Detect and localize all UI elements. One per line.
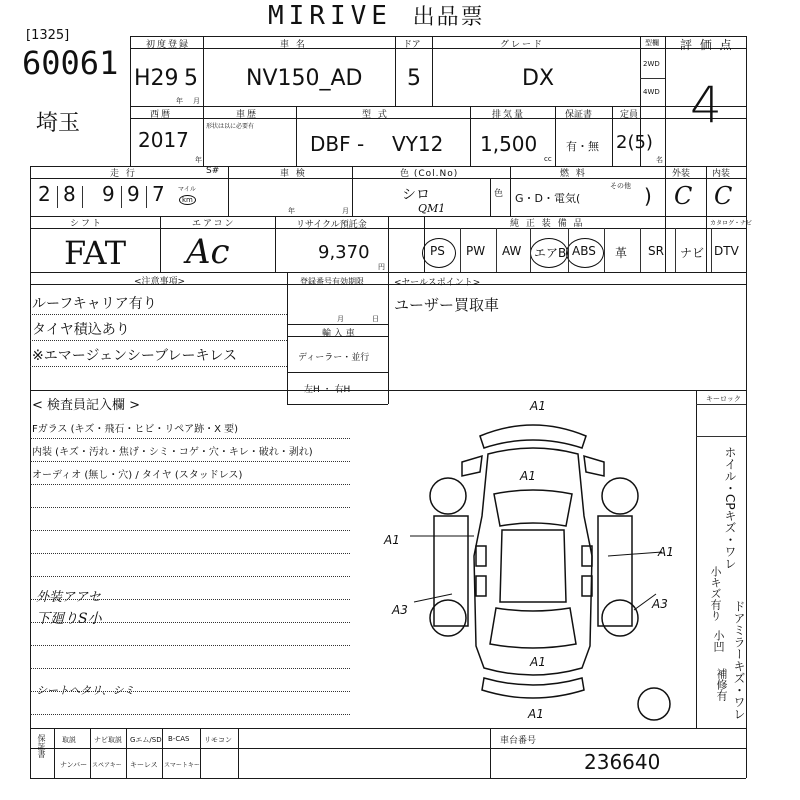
fuel-other: その他 — [610, 182, 631, 190]
car-left-side — [434, 516, 468, 626]
label-mileage: 走 行 — [110, 169, 137, 179]
option-aw: AW — [502, 244, 522, 258]
serial-number: 236640 — [584, 750, 661, 774]
label-seireki: 西暦 — [150, 110, 173, 120]
car-windshield — [494, 490, 572, 526]
brand-title — [268, 0, 485, 31]
mileage-digit: 9 — [102, 182, 115, 206]
shift-value: FAT — [64, 234, 127, 272]
option-ps: PS — [430, 244, 445, 258]
note-item: タイヤ積込あり — [32, 322, 130, 338]
bottom-item: リモコン — [204, 736, 232, 744]
inspector-handwriting: 下廻りS小 — [36, 611, 102, 627]
label-shaken-sub: 形状は以に必要有 — [206, 123, 255, 130]
car-rear-window — [490, 608, 576, 648]
mileage-digit: 9 — [127, 182, 140, 206]
bottom-item: Gエム/SD — [130, 736, 162, 744]
reg-year: H29 — [134, 66, 179, 91]
label-reg-number: 登録番号有効期限 — [300, 277, 364, 286]
label-bottom-col: 保証書 — [37, 734, 46, 758]
option-abs-circle — [566, 238, 604, 268]
damage-mark: A1 — [528, 707, 544, 721]
damage-mark: A3 — [392, 603, 408, 617]
car-roof — [500, 530, 566, 602]
bottom-item: ナンバー — [60, 761, 88, 769]
brand-name: MIRIVE — [268, 1, 392, 31]
wheel-front-left — [430, 478, 466, 514]
score-value: 4 — [690, 76, 722, 134]
option-airbag-circle — [530, 238, 568, 268]
label-capacity: 定員 — [620, 110, 639, 120]
recycle-fee: 9,370 — [318, 242, 370, 263]
label-ac: エアコン — [192, 219, 236, 229]
label-doors: ドア — [403, 40, 421, 50]
label-frame: 型欄 — [645, 39, 659, 47]
damage-mark: A1 — [520, 469, 536, 483]
bottom-item: 取説 — [62, 736, 76, 744]
mileage-unit-mile: マイル — [178, 186, 196, 193]
option-sr: SR — [648, 244, 664, 258]
lot-bracket: [1325] — [26, 28, 70, 43]
year-unit: 年 — [176, 97, 183, 105]
label-iro: 色 — [494, 189, 504, 199]
label-color: 色 (Col.No) — [400, 169, 459, 179]
bottom-item: キーレス — [130, 761, 158, 769]
label-car-name: 車 名 — [280, 40, 307, 50]
spare-wheel — [638, 688, 670, 720]
damage-mark: A1 — [530, 655, 546, 669]
interior-grade: C — [714, 182, 733, 210]
label-fuel: 燃 料 — [560, 169, 587, 179]
option-navi: ナビ — [680, 246, 705, 260]
handle-side: 左H ・ 右H — [304, 385, 351, 395]
option-dtv: DTV — [714, 244, 739, 258]
car-front-bumper — [480, 425, 586, 448]
inspector-line: Fガラス (キズ・飛石・ヒビ・リペア跡・X 要) — [32, 424, 239, 435]
inspector-handwriting: 外装アアセ — [36, 590, 101, 605]
label-4wd: 4WD — [643, 88, 660, 96]
vc-month-unit: 月 — [342, 207, 349, 215]
label-serial: 車台番号 — [500, 736, 537, 746]
capacity-value: 2(5) — [616, 132, 653, 153]
dealer-type: ディーラー・並行 — [298, 353, 370, 363]
doc-title: 出品票 — [412, 5, 485, 30]
label-shaken: 車歴 — [236, 110, 259, 120]
side-note: 補修有 — [715, 668, 728, 701]
label-shift: シフト — [70, 219, 104, 229]
fuel-value: G・D・電気( — [515, 192, 581, 205]
label-import: 輸 入 車 — [322, 329, 355, 339]
fuel-close: ) — [644, 184, 652, 208]
bottom-item: B-CAS — [168, 735, 190, 743]
label-sharp: S# — [206, 166, 220, 176]
label-score: 評 価 点 — [680, 38, 734, 52]
region: 埼玉 — [36, 111, 81, 136]
side-note: ドアミラーキズ・ワレ — [732, 600, 746, 720]
car-rear-bumper — [482, 678, 584, 698]
mileage-digit: 7 — [152, 182, 165, 206]
mileage-digit: 8 — [63, 182, 76, 206]
option-leather: 革 — [615, 246, 628, 260]
label-vehicle-check: 車 検 — [280, 169, 307, 179]
car-diagram — [370, 396, 696, 726]
label-options: 純 正 装 備 品 — [510, 219, 585, 229]
model-prefix: DBF - — [310, 132, 365, 156]
exterior-grade: C — [674, 182, 693, 210]
yen-unit: 円 — [378, 263, 385, 271]
option-ps-circle — [422, 238, 456, 268]
bottom-item: スペアキー — [92, 762, 122, 769]
inspector-handwriting: シートヘタリ、シミ — [36, 684, 135, 697]
mileage-digit: 2 — [38, 182, 51, 206]
label-displacement: 排気量 — [492, 110, 526, 120]
grade-value: DX — [522, 66, 555, 91]
note-item: ルーフキャリア有り — [32, 296, 157, 312]
label-sales: <セールスポイント> — [394, 278, 481, 288]
model-code: VY12 — [392, 132, 444, 156]
label-notes: <注意事項> — [134, 277, 186, 287]
label-first-reg: 初度登録 — [146, 40, 191, 50]
color-value: シロ — [402, 187, 430, 203]
month-unit: 月 — [193, 97, 200, 105]
mei-unit: 名 — [656, 156, 663, 164]
model-name: NV150_AD — [246, 66, 363, 91]
label-recycle: リサイクル預託金 — [296, 220, 367, 230]
option-airbag: エアB — [534, 246, 567, 260]
label-model-type: 型 式 — [362, 110, 389, 120]
side-note: 小凹 — [712, 630, 725, 652]
label-keylock: キーロック — [706, 395, 741, 403]
reg-day-unit: 日 — [372, 315, 379, 323]
inspector-line: 内装 (キズ・汚れ・焦げ・シミ・コゲ・穴・キレ・破れ・剥れ) — [32, 447, 313, 458]
sales-point: ユーザー買取車 — [394, 296, 500, 314]
label-warranty: 保証書 — [565, 110, 593, 120]
mileage-unit-km: km — [179, 195, 196, 205]
bottom-item: ナビ取説 — [94, 736, 122, 744]
label-interior: 内装 — [712, 169, 731, 179]
damage-mark: A1 — [530, 399, 546, 413]
note-item: ※エマージェンシーブレーキレス — [32, 348, 237, 364]
reg-month: 5 — [184, 66, 198, 91]
label-inspector: < 検査員記入欄 > — [32, 398, 141, 413]
warranty-value: 有・無 — [566, 140, 599, 153]
side-note: ホイル・CPキズ・ワレ — [723, 446, 737, 570]
displacement-value: 1,500 — [480, 132, 538, 156]
nen-unit: 年 — [195, 156, 202, 164]
door-count: 5 — [407, 66, 421, 91]
reg-month-unit: 月 — [337, 315, 344, 323]
wheel-front-right — [602, 478, 638, 514]
wheel-rear-left — [430, 600, 466, 636]
lot-number: 60061 — [22, 44, 119, 82]
side-note: 小キズ有り — [709, 566, 722, 621]
color-code: QM1 — [418, 202, 446, 215]
label-2wd: 2WD — [643, 60, 660, 68]
option-abs: ABS — [572, 244, 596, 258]
option-pw: PW — [466, 244, 486, 258]
cc-unit: cc — [544, 155, 552, 163]
label-catalog: カタログ・ナビ — [710, 220, 753, 227]
vc-year-unit: 年 — [288, 207, 295, 215]
year-value: 2017 — [138, 128, 189, 152]
grid-line — [130, 48, 746, 49]
bottom-item: スマートキー — [164, 762, 200, 769]
ac-value: Ac — [186, 232, 230, 272]
damage-mark: A1 — [384, 533, 400, 547]
label-grade: グレード — [500, 40, 545, 50]
car-right-side — [598, 516, 632, 626]
damage-mark: A3 — [652, 597, 668, 611]
inspector-line: オーディオ (無し・穴) / タイヤ (スタッドレス) — [32, 470, 243, 481]
damage-mark: A1 — [658, 545, 674, 559]
label-exterior: 外装 — [672, 169, 691, 179]
